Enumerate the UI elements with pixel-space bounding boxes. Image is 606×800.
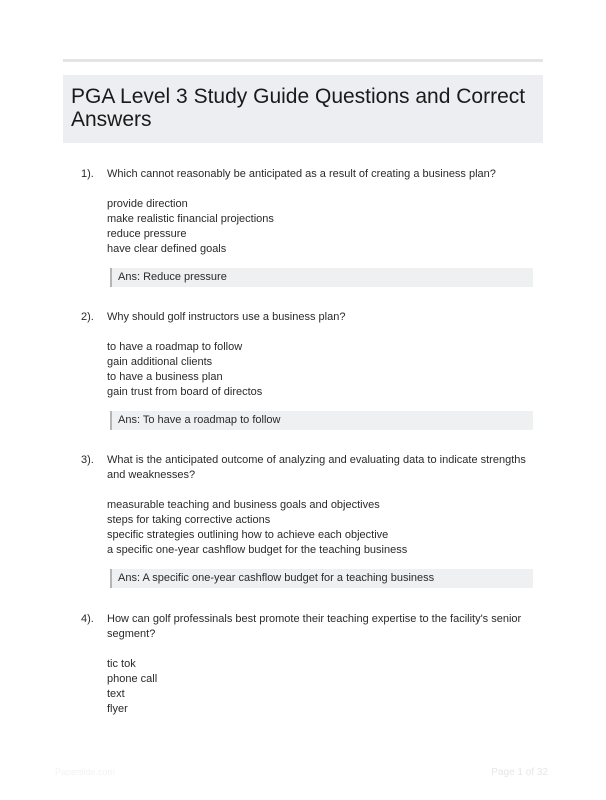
option: gain additional clients [107,356,213,368]
option: tic tok [107,658,136,670]
option: have clear defined goals [107,243,227,255]
option-list [107,340,262,400]
question-number: 4). [81,613,94,625]
option: specific strategies outlining how to achieve each objective [107,529,389,541]
option: make realistic financial projections [107,213,274,225]
option-list [107,197,274,257]
option: to have a business plan [107,371,223,383]
page-number: Page 1 of 32 [491,767,548,778]
option: gain trust from board of directos [107,386,263,398]
option: a specific one-year cashflow budget for the teaching business [107,544,408,556]
document-title: PGA Level 3 Study Guide Questions and Correct Answers [71,85,526,131]
footer-watermark: Papertilde.com [55,767,116,777]
question-number: 3). [81,454,94,466]
option: to have a roadmap to follow [107,341,243,353]
answer-box: Ans: A specific one-year cashflow budget for a teaching business [110,569,533,588]
answer-box: Ans: To have a roadmap to follow [110,411,533,430]
question-text: How can golf professinals best promote their teaching expertise to the facility's senior segment? [107,613,522,640]
question-text: Why should golf instructors use a business plan? [107,311,346,323]
question-number: 1). [81,168,94,180]
answer-box: Ans: Reduce pressure [110,268,533,287]
option-list [107,657,157,717]
question-text: What is the anticipated outcome of analyzing and evaluating data to indicate strengths and weaknesses? [107,454,526,481]
top-divider [63,59,543,62]
option: provide direction [107,198,188,210]
option: phone call [107,673,158,685]
title-banner [63,75,543,143]
option: measurable teaching and business goals and objectives [107,499,380,511]
option: flyer [107,703,128,715]
option: reduce pressure [107,228,187,240]
option-list [107,498,407,558]
question-text: Which cannot reasonably be anticipated as a result of creating a business plan? [107,168,496,180]
option: steps for taking corrective actions [107,514,271,526]
option: text [107,688,125,700]
question-number: 2). [81,311,94,323]
